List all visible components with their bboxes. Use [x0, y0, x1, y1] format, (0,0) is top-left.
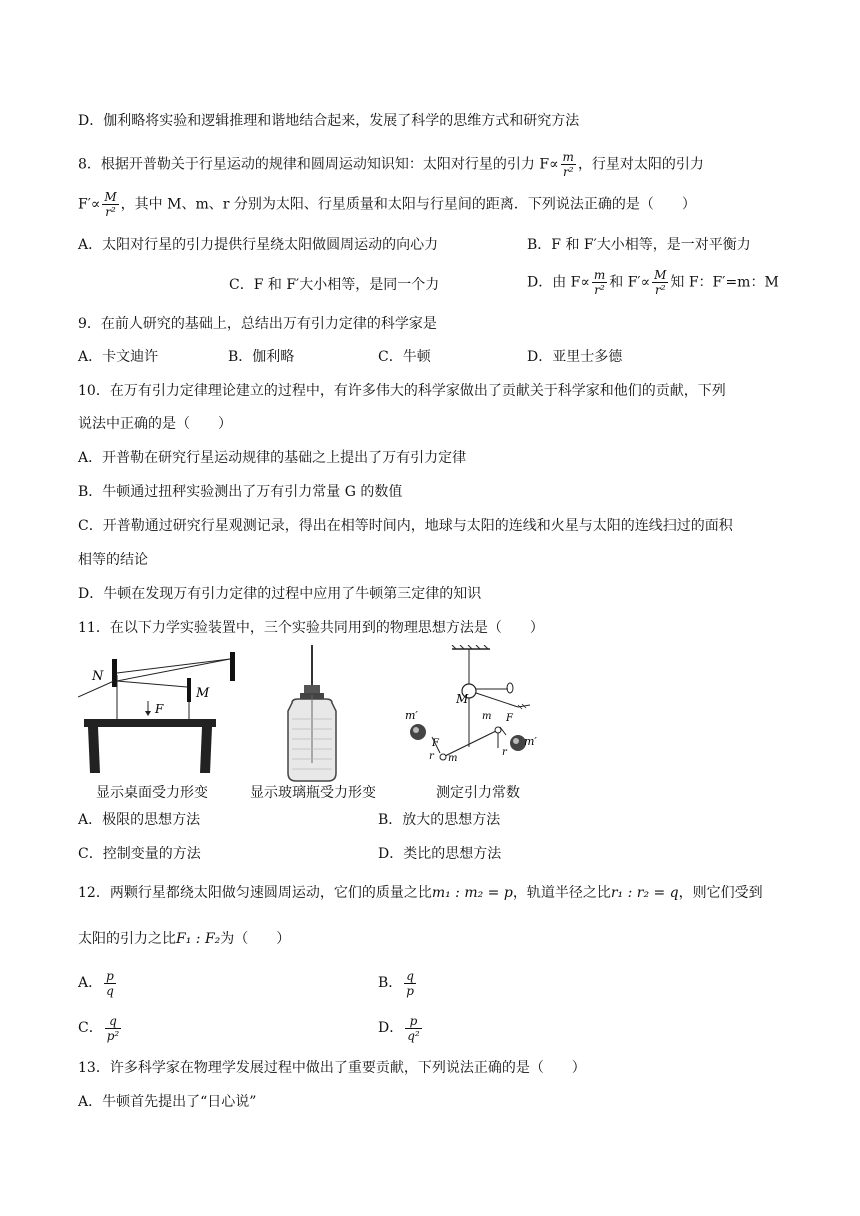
svg-text:r: r [502, 747, 507, 758]
glass-bottle-figure [288, 645, 336, 781]
q11-option-c: C．控制变量的方法 [78, 846, 201, 862]
q11-stem: 11．在以下力学实验装置中，三个实验共同用到的物理思想方法是（ ） [78, 620, 544, 636]
q11-option-d: D．类比的思想方法 [378, 846, 502, 862]
svg-text:F: F [432, 738, 439, 749]
q8-option-a: A．太阳对行星的引力提供行星绕太阳做圆周运动的向心力 [78, 237, 439, 253]
q10-option-c-line1: C．开普勒通过研究行星观测记录，得出在相等时间内，地球与太阳的连线和火星与太阳的连线扫过的面积 [78, 518, 733, 534]
q9-stem: 9．在前人研究的基础上，总结出万有引力定律的科学家是 [78, 316, 437, 332]
q10-option-a: A．开普勒在研究行星运动规律的基础之上提出了万有引力定律 [78, 450, 467, 466]
q10-stem-line1: 10．在万有引力定律理论建立的过程中，有许多伟大的科学家做出了贡献关于科学家和他们的贡献，下列 [78, 383, 726, 399]
q12-option-b: B． $\frac{q}{p}$ [378, 968, 414, 998]
torsion-balance-figure [405, 645, 537, 764]
q9-option-c: C．牛顿 [378, 349, 431, 365]
q10-option-b: B．牛顿通过扭秤实验测出了万有引力常量 G 的数值 [78, 484, 403, 500]
q8-stem-line2: F′∝ $\frac{M}{\text{r²}}$ ，其中 M、m、r 分别为太阳、行星质量和太阳与行星间的距离．下列说法正确的是（ ） [78, 190, 696, 219]
q12-option-d: D． $\frac{p}{\text{q²}}$ [378, 1013, 420, 1043]
svg-text:m: m [448, 753, 458, 764]
fraction: $\frac{m}{\text{r²}}$ [562, 150, 574, 179]
svg-text:F: F [155, 702, 164, 716]
fig1-caption: 显示桌面受力形变 [96, 785, 208, 801]
q12-stem-line1: 12．两颗行星都绕太阳做匀速圆周运动，它们的质量之比m₁ : m₂ = p，轨道半径之比r₁ : r₂ = q，则它们受到 [78, 885, 763, 901]
mirror-n [112, 659, 117, 687]
svg-text:M: M [196, 686, 210, 701]
q13-stem: 13．许多科学家在物理学发展过程中做出了重要贡献，下列说法正确的是（ ） [78, 1060, 586, 1076]
q12-option-c: C． $\frac{q}{\text{p²}}$ [78, 1013, 120, 1043]
q7-option-d: D．伽利略将实验和逻辑推理和谐地结合起来，发展了科学的思维方式和研究方法 [78, 113, 580, 129]
fraction: $\frac{m}{\text{r²}}$ [593, 268, 606, 297]
q10-option-d: D．牛顿在发现万有引力定律的过程中应用了牛顿第三定律的知识 [78, 586, 482, 602]
q9-option-d: D．亚里士多德 [527, 349, 623, 365]
q8-option-c: C．F 和 F′大小相等，是同一个力 [229, 277, 440, 293]
svg-text:m: m [482, 711, 492, 722]
svg-text:m′: m′ [524, 735, 537, 748]
fig2-caption: 显示玻璃瓶受力形变 [250, 785, 376, 801]
table-mirror-figure [78, 652, 235, 773]
q12-option-a: A． $\frac{p}{q}$ [78, 968, 114, 998]
q8-option-b: B．F 和 F′大小相等，是一对平衡力 [527, 237, 751, 253]
q12-stem-line2: 太阳的引力之比F₁ : F₂为（ ） [78, 931, 291, 947]
q10-stem-line2: 说法中正确的是（ ） [78, 416, 232, 432]
q10-option-c-line2: 相等的结论 [78, 552, 148, 568]
svg-text:M: M [456, 692, 469, 706]
q8-option-d: D．由 F∝ $\frac{m}{\text{r²}}$ 和 F′∝ $\frac{M}{\text{r²}}$ 知 F：F′=m：M [527, 268, 779, 297]
mirror-m [187, 678, 191, 702]
q9-option-a: A．卡文迪许 [78, 349, 159, 365]
svg-text:m′: m′ [405, 709, 418, 722]
svg-text:r: r [429, 751, 434, 762]
fraction: $\frac{M}{\text{r²}}$ [104, 190, 117, 219]
q11-option-b: B．放大的思想方法 [378, 812, 501, 828]
q8-stem-line1: 8．根据开普勒关于行星运动的规律和圆周运动知识知：太阳对行星的引力 F∝ $\frac{m}{\text{r²}}$ ，行星对太阳的引力 [78, 150, 704, 179]
fraction: $\frac{M}{\text{r²}}$ [654, 268, 667, 297]
far-mirror [230, 652, 235, 681]
svg-text:N: N [92, 669, 104, 684]
fig3-caption: 测定引力常数 [436, 785, 520, 801]
q11-option-a: A．极限的思想方法 [78, 812, 201, 828]
q11-experiment-figures [78, 645, 548, 795]
q9-option-b: B．伽利略 [228, 349, 295, 365]
svg-text:F: F [506, 713, 513, 724]
q13-option-a: A．牛顿首先提出了“日心说” [78, 1094, 257, 1110]
